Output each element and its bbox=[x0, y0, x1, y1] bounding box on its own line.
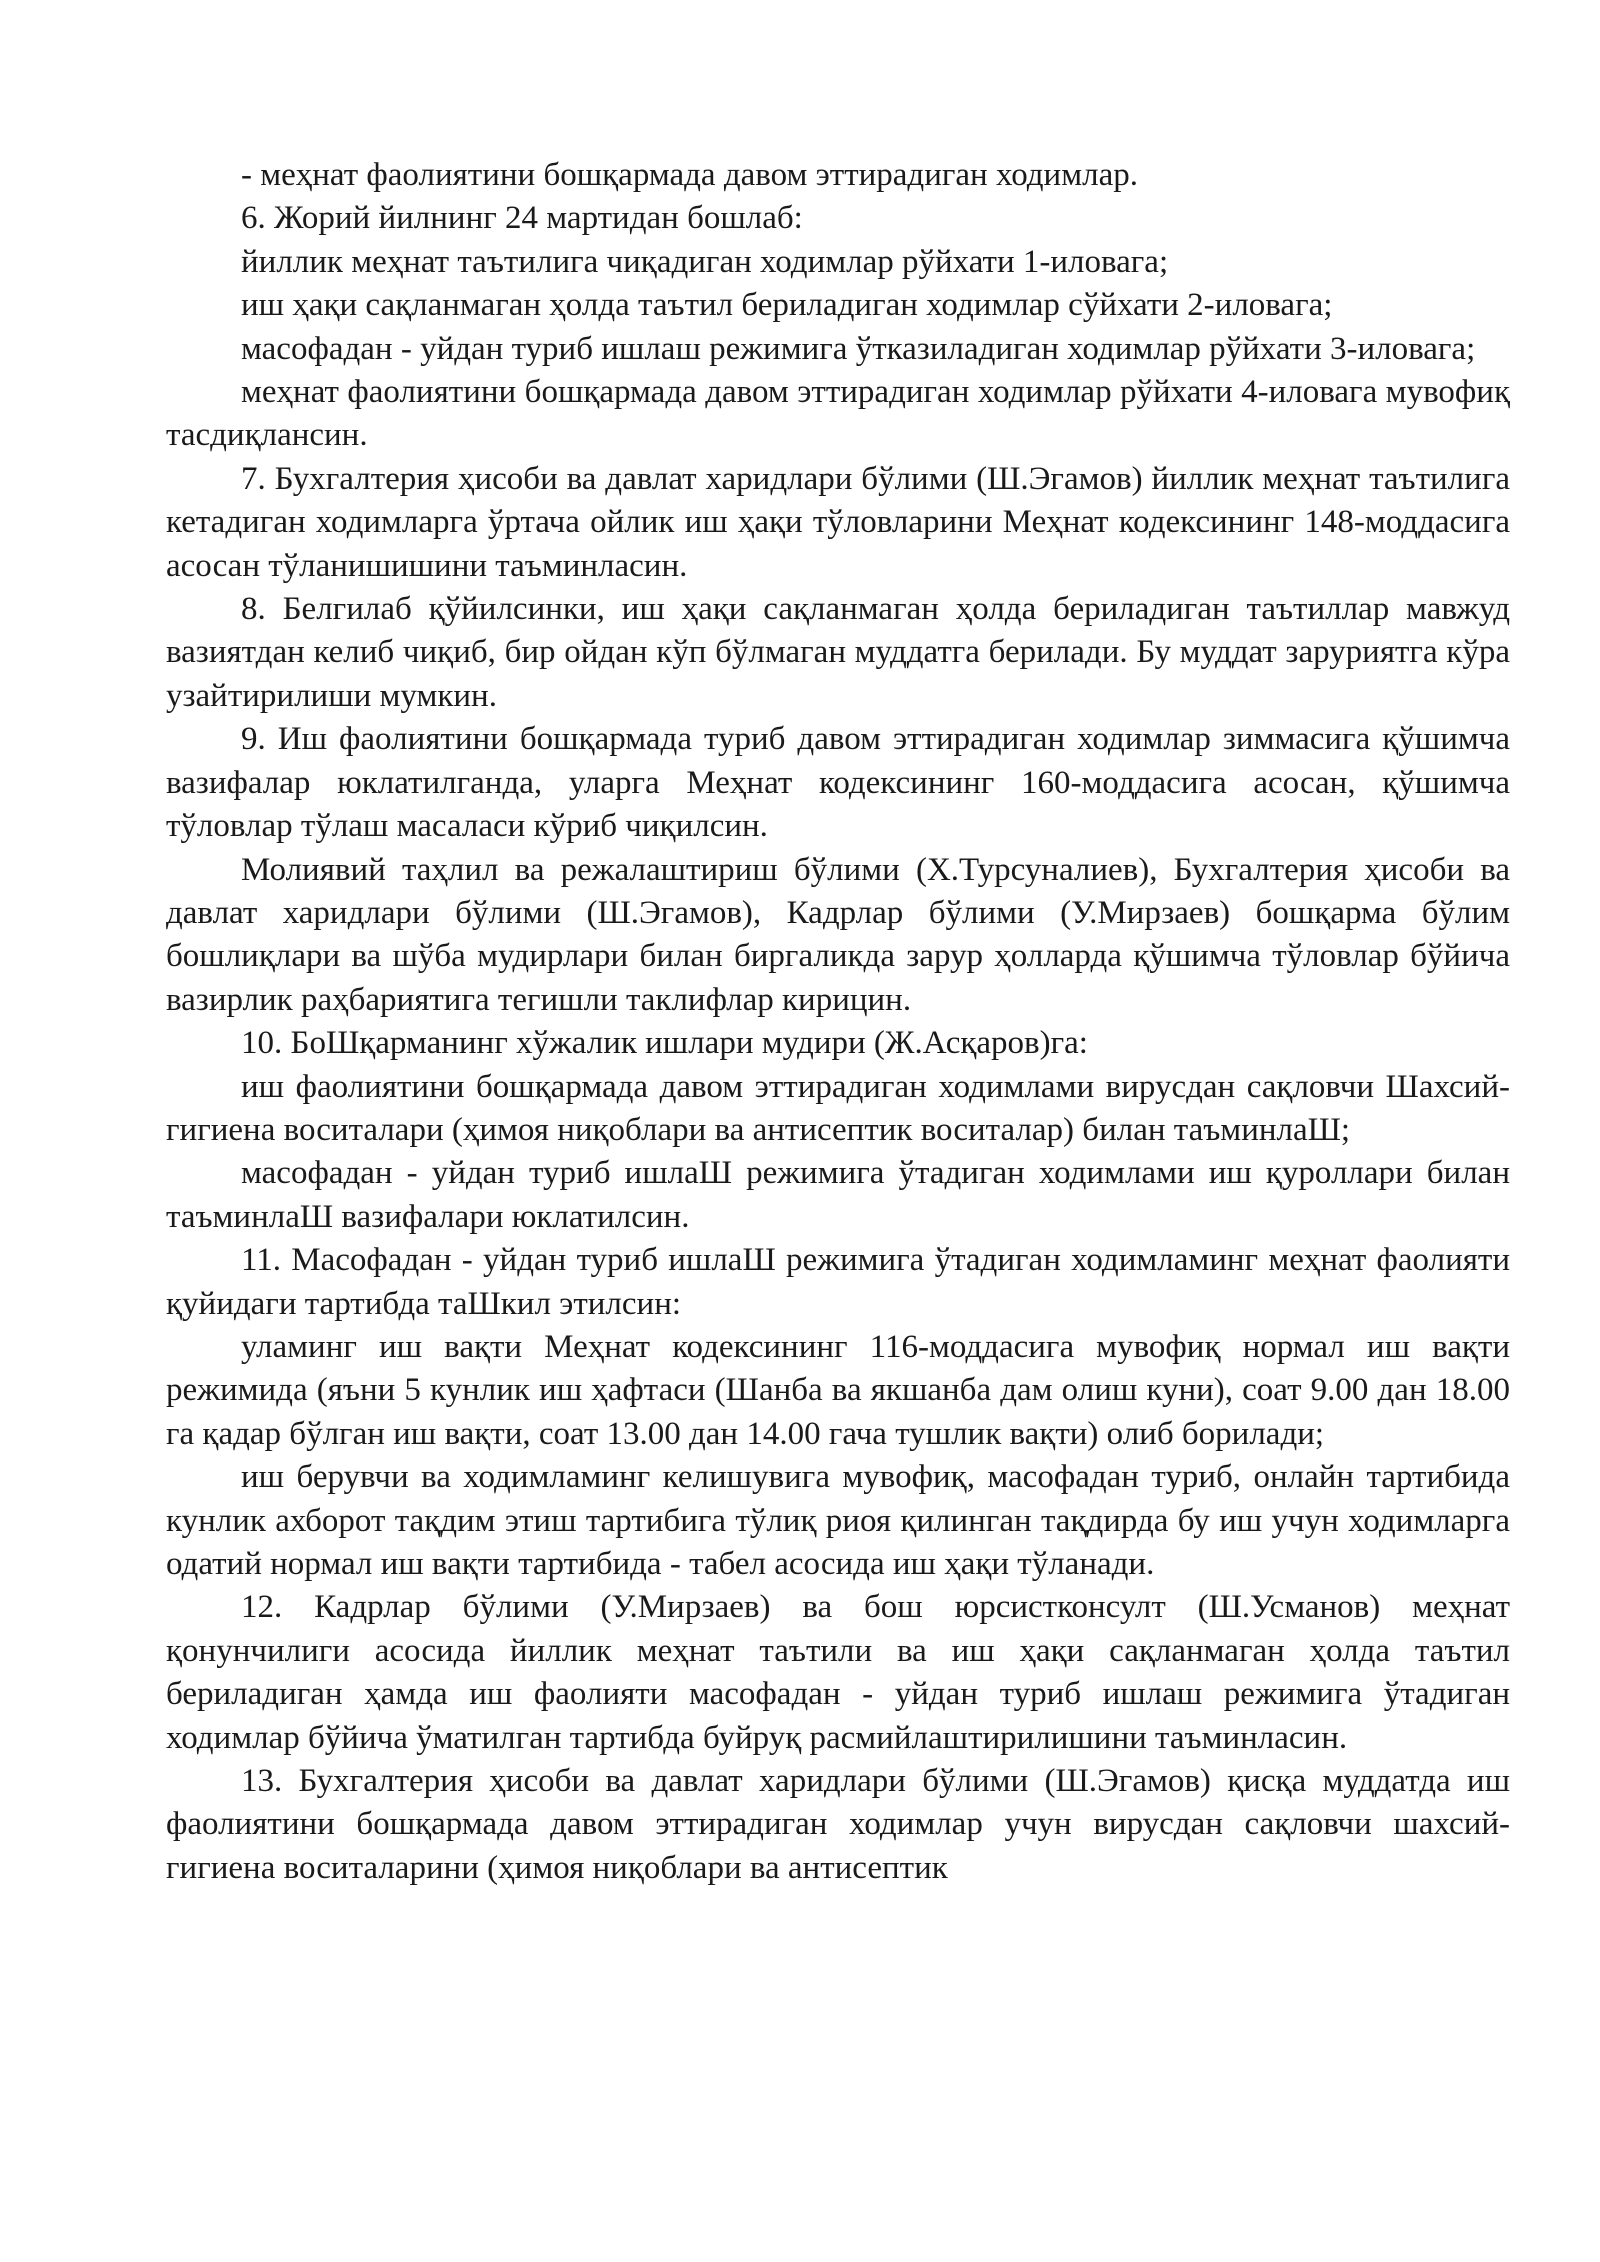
paragraph-item-10: 10. БоШқарманинг хўжалик ишлари мудири (Ж.Асқаров)га: bbox=[241, 1025, 1088, 1062]
paragraph-item-7: 7. Бухгалтерия ҳисоби ва давлат харидлари бўлими (Ш.Эгамов) йиллик меҳнат таътилига кетадиган ходимларга ўртача ойлик иш ҳақи тўловларини Меҳнат кодексининг 148-моддасига асосан тўланишишини таъминласин. bbox=[166, 460, 1510, 584]
paragraph-annex-3: масофадан - уйдан туриб ишлаш режимига ўтказиладиган ходимлар рўйхати 3-иловага; bbox=[241, 330, 1476, 367]
paragraph-item-12: 12. Кадрлар бўлими (У.Мирзаев) ва бош юрсистконсулт (Ш.Усманов) меҳнат қонунчилиги асосида йиллик меҳнат таътили ва иш ҳақи сақланмаган ҳолда таътил бериладиган ҳамда иш фаолияти масофадан - уйдан туриб ишлаш режимига ўтадиган ходимлар бўйича ўматилган тартибда буйруқ расмийлаштирилишини таъминласин. bbox=[166, 1589, 1510, 1756]
paragraph-work-continue: - меҳнат фаолиятини бошқармада давом эттирадиган ходимлар. bbox=[241, 157, 1138, 193]
paragraph-annex-4: меҳнат фаолиятини бошқармада давом эттирадиган ходимлар рўйхати 4-иловага мувофиқ тасдиқлансин. bbox=[166, 374, 1510, 454]
paragraph-item-6: 6. Жорий йилнинг 24 мартидан бошлаб: bbox=[241, 200, 803, 237]
paragraph-annex-1: йиллик меҳнат таътилига чиқадиган ходимлар рўйхати 1-иловага; bbox=[241, 243, 1169, 280]
paragraph-finance-departments: Молиявий таҳлил ва режалаштириш бўлими (Х.Турсуналиев), Бухгалтерия ҳисоби ва давлат харидлари бўлими (Ш.Эгамов), Кадрлар бўлими (У.Мирзаев) бошқарма бўлим бошлиқлари ва шўба мудирлари билан биргаликда зарур ҳолларда қўшимча тўловлар бўйича вазирлик раҳбариятига тегишли таклифлар кирицин. bbox=[166, 851, 1510, 1018]
paragraph-online-reporting: иш берувчи ва ходимламинг келишувига мувофиқ, масофадан туриб, онлайн тартибида кунлик ахборот тақдим этиш тартибига тўлиқ риоя қилинган тақдирда бу иш учун ходимларга одатий нормал иш вақти тартибида - табел асосида иш ҳақи тўланади. bbox=[166, 1459, 1510, 1582]
paragraph-work-tools: масофадан - уйдан туриб ишлаШ режимига ўтадиган ходимлами иш қуроллари билан таъминлаШ вазифалари юклатилсин. bbox=[166, 1155, 1510, 1235]
paragraph-work-hours: уламинг иш вақти Меҳнат кодексининг 116-моддасига мувофиқ нормал иш вақти режимида (яъни 5 кунлик иш ҳафтаси (Шанба ва якшанба дам олиш куни), соат 9.00 дан 18.00 га қадар бўлган иш вақти, соат 13.00 дан 14.00 гача тушлик вақти) олиб борилади; bbox=[166, 1328, 1510, 1452]
paragraph-hygiene-supplies: иш фаолиятини бошқармада давом эттирадиган ходимлами вирусдан сақловчи Шахсий-гигиена воситалари (ҳимоя ниқоблари ва антисептик воситалар) билан таъминлаШ; bbox=[166, 1068, 1510, 1148]
document-page bbox=[166, 154, 1510, 1890]
paragraph-annex-2: иш ҳақи сақланмаган ҳолда таътил бериладиган ходимлар сўйхати 2-иловага; bbox=[241, 287, 1333, 324]
paragraph-item-8: 8. Белгилаб қўйилсинки, иш ҳақи сақланмаган ҳолда бериладиган таътиллар мавжуд вазиятдан келиб чиқиб, бир ойдан кўп бўлмаган муддатга берилади. Бу муддат заруриятга кўра узайтирилиши мумкин. bbox=[166, 591, 1510, 714]
paragraph-item-13: 13. Бухгалтерия ҳисоби ва давлат харидлари бўлими (Ш.Эгамов) қисқа муддатда иш фаолиятини бошқармада давом эттирадиган ходимлар учун вирусдан сақловчи шахсий-гигиена воситаларини (ҳимоя ниқоблари ва антисептик bbox=[166, 1763, 1510, 1886]
paragraph-item-11: 11. Масофадан - уйдан туриб ишлаШ режимига ўтадиган ходимламинг меҳнат фаолияти қуйидаги тартибда таШкил этилсин: bbox=[166, 1242, 1510, 1322]
paragraph-item-9: 9. Иш фаолиятини бошқармада туриб давом эттирадиган ходимлар зиммасига қўшимча вазифалар юклатилганда, уларга Меҳнат кодексининг 160-моддасига асосан, қўшимча тўловлар тўлаш масаласи кўриб чиқилсин. bbox=[166, 721, 1510, 845]
